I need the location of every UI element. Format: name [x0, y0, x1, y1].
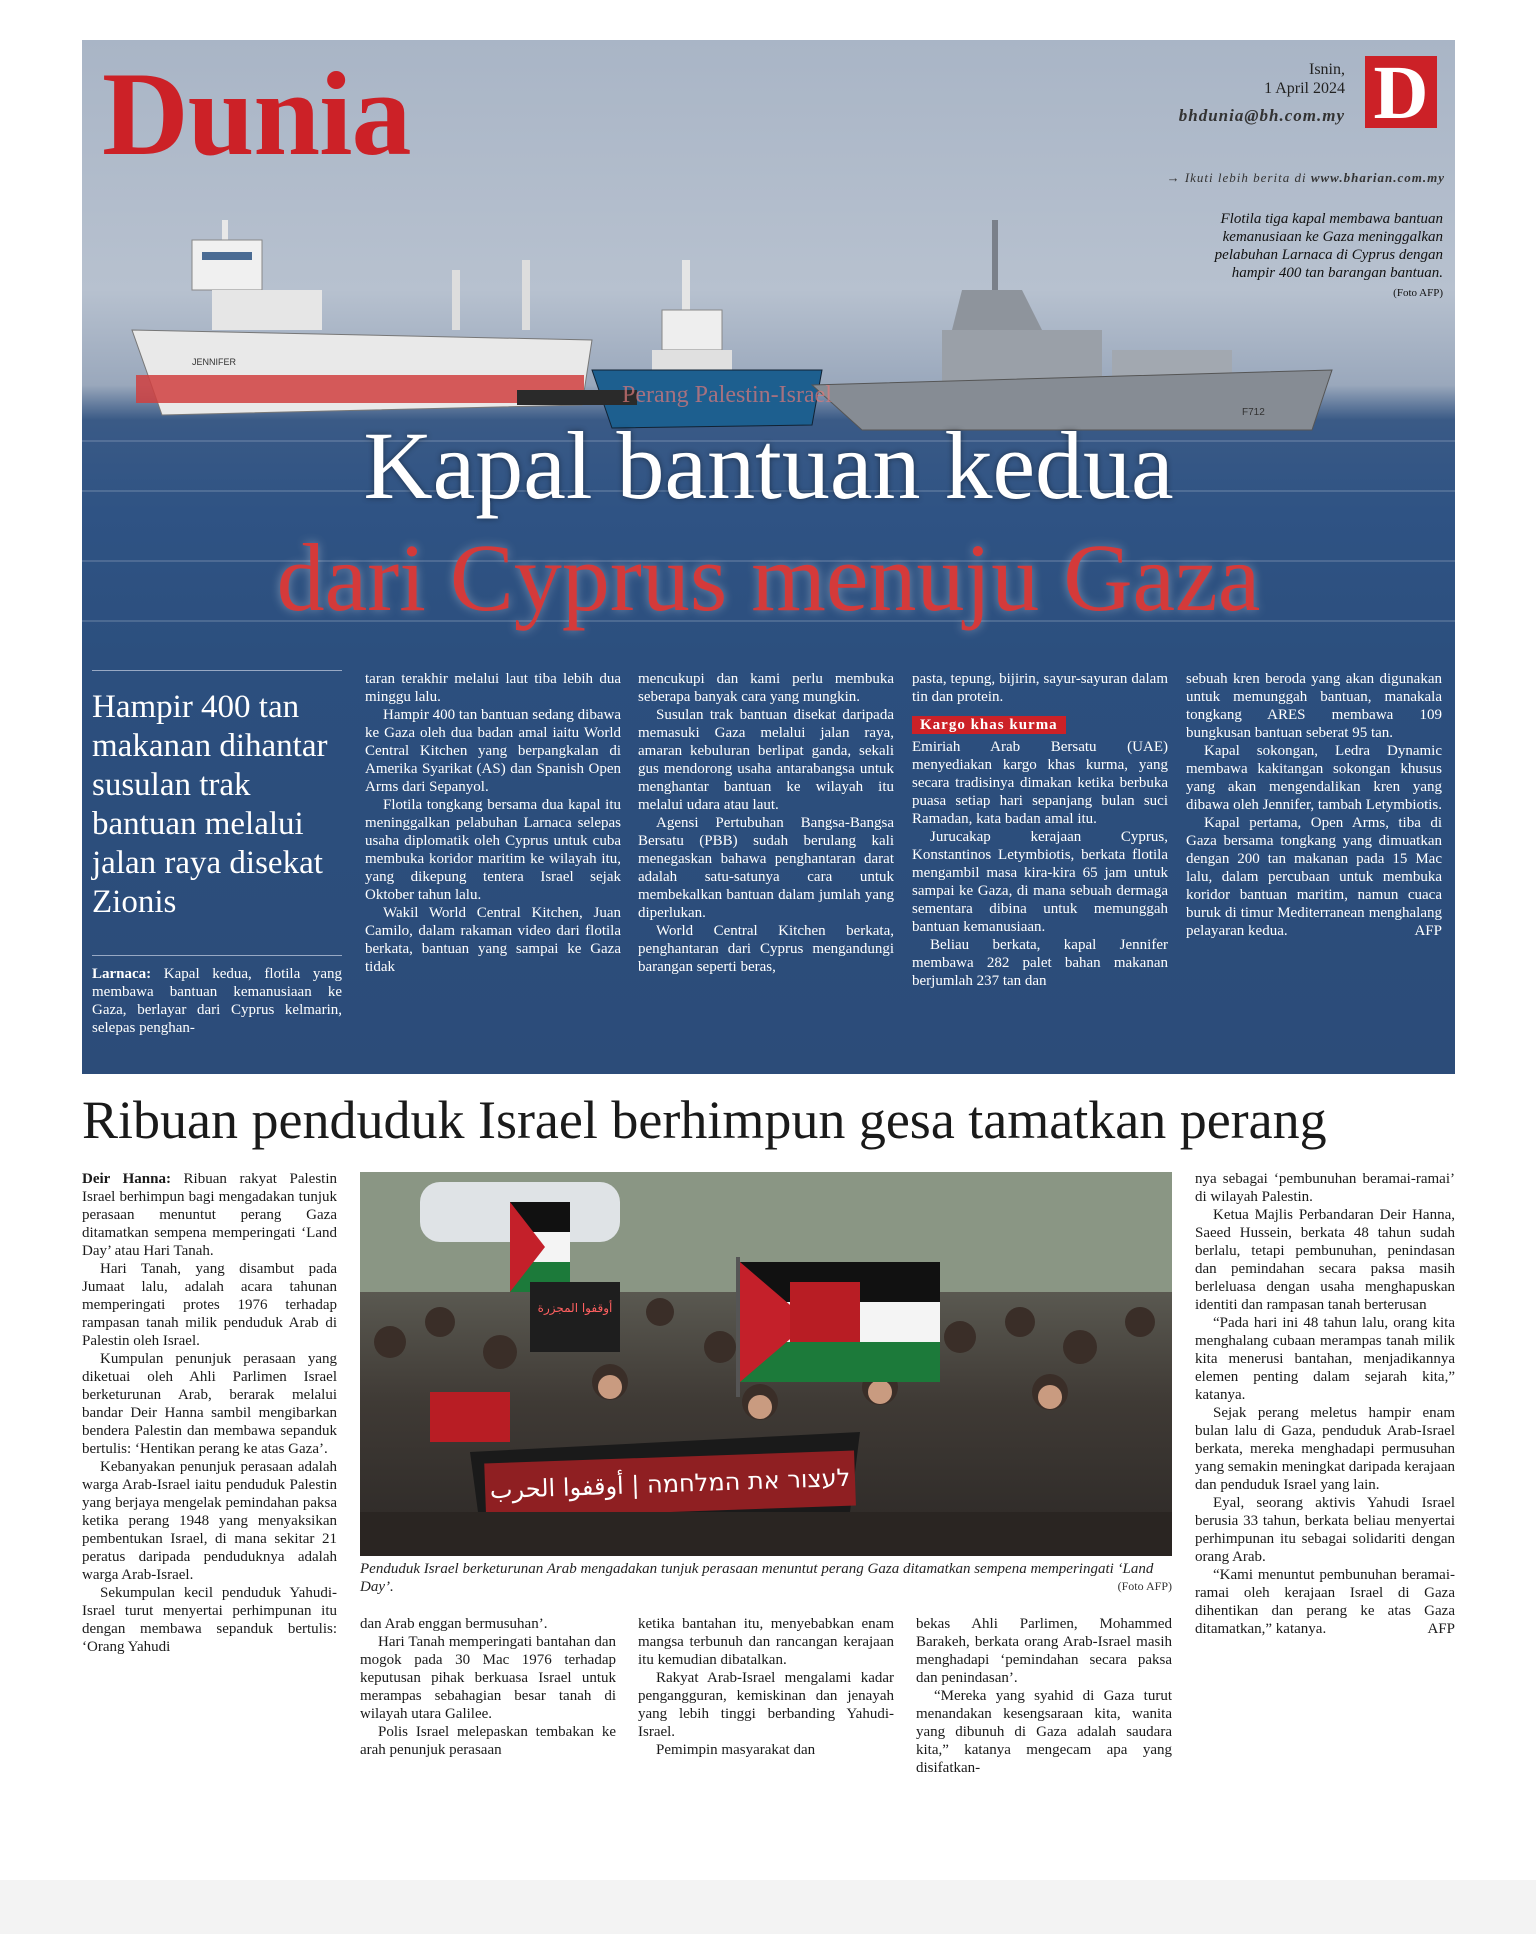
paragraph: “Mereka yang syahid di Gaza turut menandakan kesengsaraan kita, wanita yang dibunuh di Gaza adalah saudara kita,” katanya mengecam apa yang disifatkan- [916, 1688, 1172, 1776]
paragraph: dan Arab enggan bermusuhan’. [360, 1616, 548, 1632]
paragraph: Eyal, seorang aktivis Yahudi Israel berusia 33 tahun, berkata beliau menyertai perhimpunan itu sebagai solidariti dengan orang Arab. [1195, 1495, 1455, 1565]
dateline: Larnaca: [92, 966, 152, 982]
paragraph: mencukupi dan kami perlu membuka seberapa banyak cara yang mungkin. [638, 671, 894, 705]
byline-agency: AFP [1427, 1621, 1455, 1637]
byline-agency: AFP [1414, 923, 1442, 939]
paragraph: Hari Tanah, yang disambut pada Jumaat lalu, adalah acara tahunan memperingati protes 1976 terhadap rampasan tanah milik penduduk Arab di Palestin oleh Israel. [82, 1261, 337, 1349]
paragraph: Hampir 400 tan bantuan sedang dibawa ke Gaza oleh dua badan amal iaitu World Central Kitchen yang berpangkalan di Amerika Syarikat (AS) dan Spanish Open Arms dari Sepanyol. [365, 707, 621, 795]
protest-photo-illustration [360, 1172, 1172, 1556]
ship-name-label: JENNIFER [192, 357, 237, 367]
lead-column-1 [92, 965, 342, 1037]
paragraph: World Central Kitchen berkata, penghantaran dari Cyprus mengandungi barangan seperti beras, [638, 923, 894, 975]
paragraph: ketika bantahan itu, menyebabkan enam mangsa terbunuh dan rancangan kerajaan itu kemudian dibatalkan. [638, 1616, 894, 1668]
story2-column-4 [916, 1615, 1172, 1777]
protest-photo [360, 1172, 1172, 1556]
paragraph: taran terakhir melalui laut tiba lebih dua minggu lalu. [365, 671, 621, 705]
story-kicker: Perang Palestin-Israel [622, 382, 832, 408]
story2-column-3 [638, 1615, 894, 1759]
crowd-faces [458, 1375, 1062, 1429]
follow-more-line [1167, 170, 1445, 186]
lead-column-2 [365, 670, 621, 976]
paragraph: Polis Israel melepaskan tembakan ke arah penunjuk perasaan [360, 1724, 616, 1758]
paragraph-text: Kapal kedua, flotila yang membawa bantuan kemanusiaan ke Gaza, berlayar dari Cyprus kelmarin, selepas penghan- [92, 966, 342, 1036]
paragraph [82, 1170, 337, 1260]
section-masthead: Dunia [102, 47, 411, 180]
hull-number: F712 [1242, 407, 1265, 418]
issue-day: Isnin, [1309, 61, 1345, 78]
lead-headline-line2: dari Cyprus menuju Gaza [276, 524, 1261, 631]
story2-column-2 [360, 1615, 616, 1759]
website-link[interactable]: www.bharian.com.my [1310, 170, 1445, 185]
paragraph: Jurucakap kerajaan Cyprus, Konstantinos Letymbiotis, berkata flotila mengambil masa kira-kira 65 jam untuk sampai ke Gaza, di mana sebuah dermaga sementara dibina untuk memunggah bantuan kemanusiaan. [912, 829, 1168, 935]
lead-story-panel [82, 40, 1455, 1074]
paragraph: Sejak perang meletus hampir enam bulan lalu di Gaza, penduduk Arab-Israel berkata, mereka menghadapi permusuhan yang semakin meningkat daripada kerajaan dan penduduk Israel yang lain. [1195, 1405, 1455, 1493]
placard [430, 1392, 510, 1442]
paragraph: sebuah kren beroda yang akan digunakan untuk memunggah bantuan, manakala tongkang ARES membawa 109 bungkusan bantuan seberat 95 tan. [1186, 671, 1442, 741]
paragraph-text: “Kami menuntut pembunuhan beramai-ramai oleh kerajaan Israel di Gaza dihentikan dan perang ke atas Gaza ditamatkan,” katanya. [1195, 1567, 1455, 1637]
story2-column-1 [82, 1170, 337, 1656]
lead-photo-credit: (Foto AFP) [1393, 287, 1443, 299]
paragraph: Wakil World Central Kitchen, Juan Camilo, dalam rakaman video dari flotila berkata, bantuan yang sampai ke Gaza tidak [365, 905, 621, 975]
section-d-logo [1365, 56, 1437, 128]
paragraph: Kapal sokongan, Ledra Dynamic membawa kakitangan sokongan khusus yang akan mengendalikan kren yang dibawa oleh Jennifer, tambah Letymbiotis. [1186, 743, 1442, 813]
lead-column-4 [912, 670, 1168, 990]
lead-headline-line1: Kapal bantuan kedua [363, 412, 1174, 519]
dateline: Deir Hanna: [82, 1171, 171, 1187]
paragraph: Pemimpin masyarakat dan [656, 1742, 816, 1758]
paragraph: Kebanyakan penunjuk perasaan adalah warga Arab-Israel iaitu penduduk Palestin yang berjaya mengelak pemindahan paksa ketika perang 1948 yang menyaksikan pembentukan Israel, di mana sekitar 21 peratus daripada penduduknya adalah warga Arab-Israel. [82, 1459, 337, 1583]
paragraph: bekas Ahli Parlimen, Mohammed Barakeh, berkata orang Arab-Israel masih menghadapi ‘pemindahan secara paksa dan penindasan’. [916, 1616, 1172, 1686]
paragraph: nya sebagai ‘pembunuhan beramai-ramai’ di wilayah Palestin. [1195, 1171, 1455, 1205]
paragraph: Kumpulan penunjuk perasaan yang diketuai oleh Ahli Parlimen Israel berketurunan Arab, berarak melalui bandar Deir Hanna sambil mengibarkan bendera Palestin dan membawa sepanduk bertulis: ‘Hentikan perang ke atas Gaza’. [82, 1351, 337, 1457]
banner-text: לעצור את המלחמה | أوقفوا الحرب [489, 1463, 851, 1505]
placard [530, 1282, 620, 1352]
follow-prefix: → Ikuti lebih berita di [1166, 170, 1307, 185]
paragraph-text: Ribuan rakyat Palestin Israel berhimpun bagi mengadakan tunjuk perasaan menuntut perang Gaza ditamatkan sempena memperingati ‘Land Day’ atau Hari Tanah. [82, 1171, 337, 1259]
lead-standfirst: Hampir 400 tan makanan dihantar susulan trak bantuan melalui jalan raya disekat Zionis [92, 689, 328, 920]
second-story-headline: Ribuan penduduk Israel berhimpun gesa tamatkan perang [82, 1090, 1327, 1150]
paragraph: Hari Tanah memperingati bantahan dan mogok pada 30 Mac 1976 terhadap keputusan pihak berkuasa Israel untuk merampas sebahagian besar tanah di wilayah utara Galilee. [360, 1634, 616, 1722]
paragraph [1186, 814, 1442, 940]
issue-date [1264, 60, 1345, 98]
issue-date-text: 1 April 2024 [1264, 80, 1345, 97]
paragraph: Sekumpulan kecil penduduk Yahudi-Israel turut menyertai perhimpunan itu dengan membawa sepanduk bertulis: ‘Orang Yahudi [82, 1585, 337, 1655]
paragraph: Rakyat Arab-Israel mengalami kadar pengangguran, kemiskinan dan jenayah yang lebih tinggi berbanding Yahudi-Israel. [638, 1670, 894, 1740]
paragraph: Agensi Pertubuhan Bangsa-Bangsa Bersatu (PBB) sudah berulang kali menegaskan bahawa penghantaran darat adalah satu-satunya cara untuk membekalkan bantuan dalam jumlah yang diperlukan. [638, 815, 894, 921]
protest-photo-credit: (Foto AFP) [1117, 1579, 1172, 1593]
placard-text: أوقفوا المجزرة [537, 1301, 613, 1315]
cargo-ship-jennifer [132, 220, 592, 415]
paragraph: Flotila tongkang bersama dua kapal itu meninggalkan pelabuhan Larnaca selepas usaha diplomatik oleh Cyprus untuk cuba membuka koridor maritim ke wilayah itu, yang dikepung tentera Israel sejak Oktober tahun lalu. [365, 797, 621, 903]
lead-photo-caption-text: Flotila tiga kapal membawa bantuan kemanusiaan ke Gaza meninggalkan pelabuhan Larnaca di Cyprus dengan hampir 400 tan barangan bantuan. [1214, 211, 1443, 281]
protest-photo-caption: Penduduk Israel berketurunan Arab mengadakan tunjuk perasaan menuntut perang Gaza ditamatkan sempena memperingati ‘Land Day’. [360, 1561, 1154, 1595]
divider [92, 670, 342, 671]
paragraph-text: Kapal pertama, Open Arms, tiba di Gaza bersama tongkang yang dimuatkan dengan 200 tan makanan pada 15 Mac lalu, dalam percubaan untuk membuka koridor bantuan maritim, namun cuaca buruk di timur Mediterranean menghalang pelayaran kedua. [1186, 815, 1442, 939]
paragraph [92, 965, 342, 1037]
placard [790, 1282, 860, 1342]
lead-column-3 [638, 670, 894, 976]
lead-photo-caption [1203, 210, 1443, 302]
paragraph: Susulan trak bantuan disekat daripada memasuki Gaza melalui jalan raya, amaran kebuluran berlipat ganda, sekali gus mendorong usaha antarabangsa untuk menghantar bantuan ke wilayah itu melalui udara atau laut. [638, 707, 894, 813]
logo-letter: D [1373, 56, 1429, 128]
paragraph: pasta, tepung, bijirin, sayur-sayuran dalam tin dan protein. [912, 671, 1168, 705]
divider [92, 955, 342, 956]
paragraph: “Pada hari ini 48 tahun lalu, orang kita menghalang cubaan merampas tanah milik kita menerusi bantahan, menjadikannya elemen penting dalam sejarah kita,” katanya. [1195, 1315, 1455, 1403]
subheading: Kargo khas kurma [912, 716, 1066, 734]
paragraph: Ketua Majlis Perbandaran Deir Hanna, Saeed Hussein, berkata 48 tahun sudah berlalu, tetapi pembunuhan, penindasan dan pemindahan secara paksa masih berleluasa dengan usaha menghapuskan identiti dan rampasan tanah berterusan [1195, 1207, 1455, 1313]
paragraph: Beliau berkata, kapal Jennifer membawa 282 palet bahan makanan berjumlah 237 tan dan [912, 937, 1168, 989]
section-email-link[interactable]: bhdunia@bh.com.my [1178, 106, 1345, 125]
paragraph: Emiriah Arab Bersatu (UAE) menyediakan kargo khas kurma, yang secara tradisinya dimakan ketika berbuka puasa setiap hari sepanjang bulan suci Ramadan, kata badan amal itu. [912, 739, 1168, 827]
paragraph [1195, 1566, 1455, 1638]
story2-column-5 [1195, 1170, 1455, 1638]
lead-column-5 [1186, 670, 1442, 940]
palestinian-flag [510, 1202, 570, 1292]
